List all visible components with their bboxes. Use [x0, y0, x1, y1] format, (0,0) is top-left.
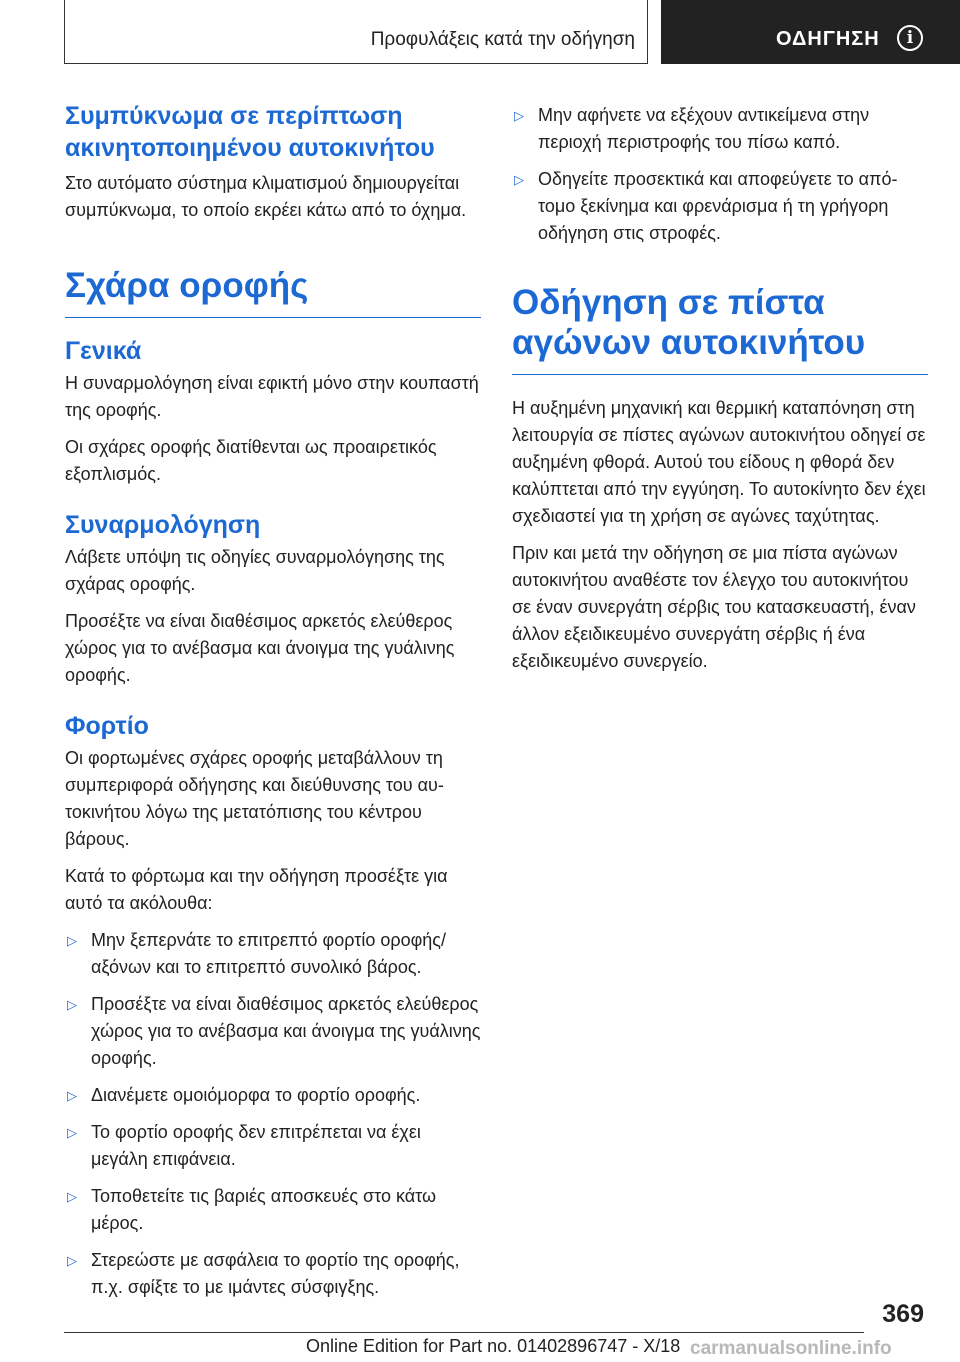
chapter-title: Προφυλάξεις κατά την οδήγηση: [370, 29, 635, 50]
triangle-bullet-icon: ▷: [67, 1189, 77, 1204]
header-chapter-box: [64, 0, 648, 64]
load-heading: Φορτίο: [65, 712, 149, 740]
triangle-bullet-icon: ▷: [67, 1125, 77, 1140]
general-paragraph-2: Οι σχάρες οροφής διατίθενται ως προαιρετικός εξοπλισμός.: [65, 437, 437, 484]
assembly-paragraph-1: Λάβετε υπόψη τις οδηγίες συναρμολόγησης της σχάρας οροφής.: [65, 547, 445, 594]
left-column: [65, 100, 481, 1301]
list-item: ▷ Μην ξεπερνάτε το επιτρεπτό φορτίο οροφής/αξόνων και το επιτρεπτό συνολικό βάρος.: [65, 927, 481, 981]
rear-lid-bullet-list: [512, 102, 928, 247]
racetrack-paragraph-1: Η αυξημένη μηχανική και θερμική καταπόνηση στη λειτουργία σε πίστες αγώνων αυτοκινήτου οδηγεί σε αυξημένη φθορά. Αυτού του είδους η φθορά δεν καλύπτεται από την εγγύηση. Το αυτοκίνητο δεν έχει σχεδιαστεί για τη χρήση σε αγώνες ταχύτητας.: [512, 398, 926, 526]
list-item: ▷ Διανέμετε ομοιόμορφα το φορτίο οροφής.: [65, 1082, 481, 1109]
triangle-bullet-icon: ▷: [67, 1088, 77, 1103]
roof-rack-heading: Σχάρα οροφής: [65, 266, 481, 318]
list-item: ▷ Τοποθετείτε τις βαριές αποσκευές στο κάτω μέρος.: [65, 1183, 481, 1237]
list-item: ▷ Το φορτίο οροφής δεν επιτρέπεται να έχει μεγάλη επιφάνεια.: [65, 1119, 481, 1173]
triangle-bullet-icon: ▷: [67, 997, 77, 1012]
general-heading: Γενικά: [65, 337, 142, 365]
racetrack-paragraph-2: Πριν και μετά την οδήγηση σε μια πίστα αγώνων αυτοκινήτου αναθέστε τον έλεγχο του αυτοκινήτου σε έναν συνεργάτη σέρβις του κατασκευαστή, έναν άλλον εξειδικευμένο συνεργάτη σέρβις ή ένα εξειδικευμένο συνεργείο.: [512, 543, 916, 671]
header-section-tab[interactable]: [661, 0, 960, 64]
load-paragraph-1: Οι φορτωμένες σχάρες οροφής μεταβάλλουν τη συμπεριφορά οδήγησης και διεύθυνσης του αυτοκινήτου λόγω της μετατόπισης του κέντρου βάρους.: [65, 748, 444, 849]
general-paragraph-1: Η συναρμολόγηση είναι εφικτή μόνο στην κουπαστή της οροφής.: [65, 373, 479, 420]
assembly-heading: Συναρμολόγηση: [65, 511, 261, 539]
footer-divider: [64, 1332, 864, 1333]
condensation-text: Στο αυτόματο σύστημα κλιματισμού δημιουργείται συμπύκνωμα, το οποίο εκρέει κάτω από το όχημα.: [65, 173, 467, 220]
info-icon[interactable]: i: [897, 25, 923, 51]
list-item: ▷ Μην αφήνετε να εξέχουν αντικείμενα στην περιοχή περιστροφής του πίσω καπό.: [512, 102, 928, 156]
triangle-bullet-icon: ▷: [514, 108, 524, 123]
triangle-bullet-icon: ▷: [514, 172, 524, 187]
edition-text: Online Edition for Part no. 01402896747 - X/18: [306, 1336, 681, 1356]
list-item: ▷ Στερεώστε με ασφάλεια το φορτίο της οροφής, π.χ. σφίξτε το με ιμάντες σύσφιγξης.: [65, 1247, 481, 1301]
load-bullet-list: [65, 927, 481, 1301]
load-paragraph-2: Κατά το φόρτωμα και την οδήγηση προσέξτε για αυτό τα ακόλουθα:: [65, 866, 448, 913]
assembly-paragraph-2: Προσέξτε να είναι διαθέσιμος αρκετός ελεύθερος χώρος για το ανέβασμα και άνοιγμα της γυάλινης οροφής.: [65, 611, 455, 685]
right-column: [512, 100, 928, 675]
condensation-heading: Συμπύκνωμα σε περίπτωση ακινητοποιημένου αυτοκινήτου: [65, 102, 435, 162]
page-number: 369: [882, 1300, 924, 1328]
triangle-bullet-icon: ▷: [67, 1253, 77, 1268]
racetrack-heading: Οδήγηση σε πίστα αγώνων αυτοκινήτου: [512, 283, 928, 375]
list-item: ▷ Οδηγείτε προσεκτικά και αποφεύγετε το απότομο ξεκίνημα και φρενάρισμα ή τη γρήγορη οδήγηση στις στροφές.: [512, 166, 928, 247]
triangle-bullet-icon: ▷: [67, 933, 77, 948]
list-item: ▷ Προσέξτε να είναι διαθέσιμος αρκετός ελεύθερος χώρος για το ανέβασμα και άνοιγμα της γυάλινης οροφής.: [65, 991, 481, 1072]
watermark: carmanualsonline.info: [690, 1338, 892, 1359]
section-label: ΟΔΗΓΗΣΗ: [776, 28, 880, 50]
